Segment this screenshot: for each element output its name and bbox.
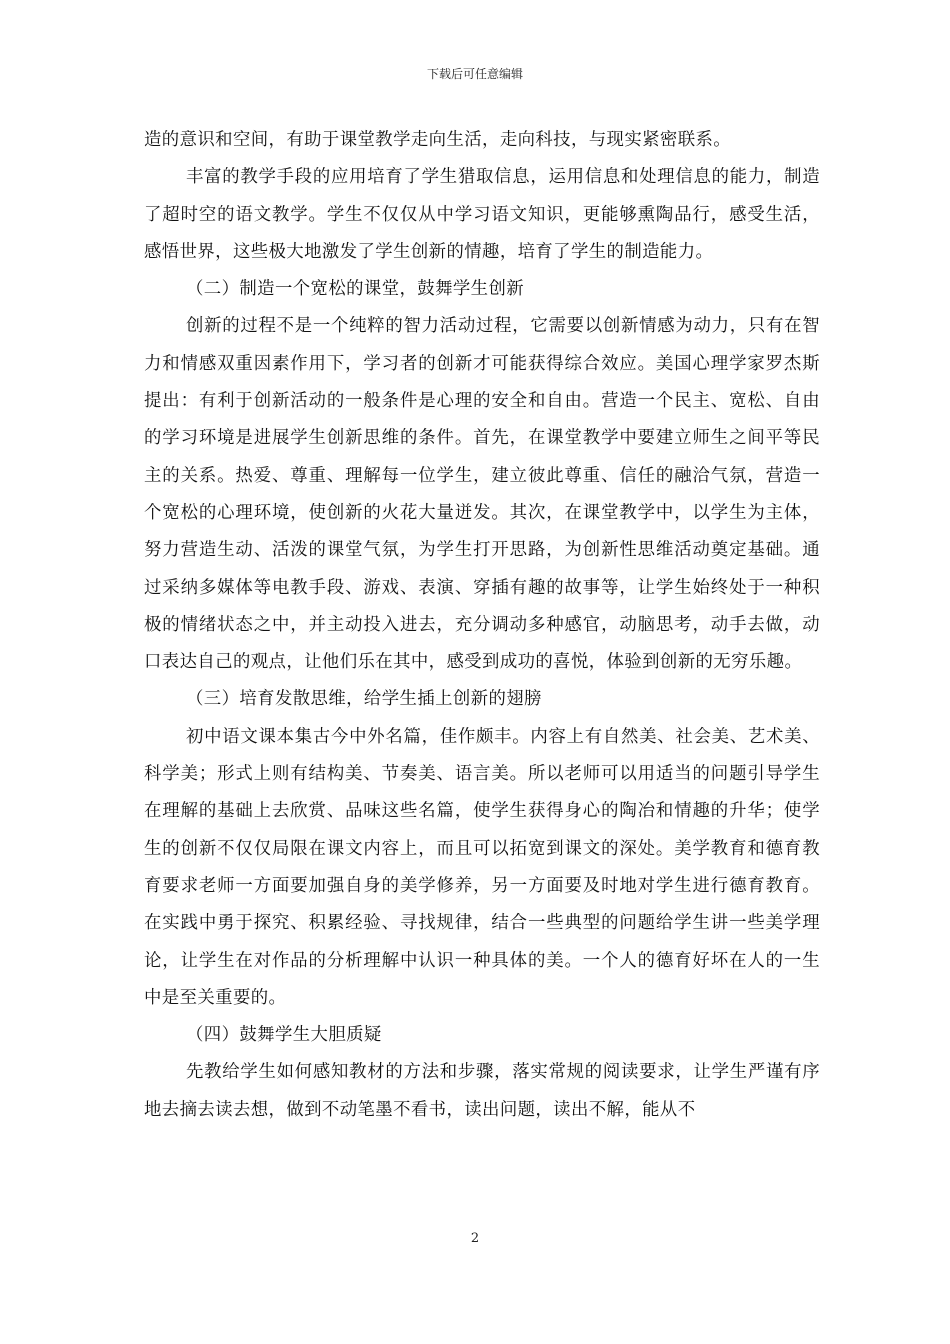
section-heading-3: （三）培育发散思维，给学生插上创新的翅膀 (186, 689, 542, 710)
paragraph-questioning: 先教给学生如何感知教材的方法和步骤，落实常规的阅读要求，让学生严谨有序地去摘去读去想，做到不动笔墨不看书，读出问题，读出不解，能从不 (144, 1062, 820, 1120)
paragraph-relaxed-classroom: 创新的过程不是一个纯粹的智力活动过程，它需要以创新情感为动力，只有在智力和情感双重因素作用下，学习者的创新才可能获得综合效应。美国心理学家罗杰斯提出：有利于创新活动的一般条件是心理的安全和自由。营造一个民主、宽松、自由的学习环境是进展学生创新思维的条件。首先，在课堂教学中要建立师生之间平等民主的关系。热爱、尊重、理解每一位学生，建立彼此尊重、信任的融洽气氛，营造一个宽松的心理环境，使创新的火花大量迸发。其次，在课堂教学中，以学生为主体，努力营造生动、活泼的课堂气氛，为学生打开思路，为创新性思维活动奠定基础。通过采纳多媒体等电教手段、游戏、表演、穿插有趣的故事等，让学生始终处于一种积极的情绪状态之中，并主动投入进去，充分调动多种感官，动脑思考，动手去做，动口表达自己的观点，让他们乐在其中，感受到成功的喜悦，体验到创新的无穷乐趣。 (144, 316, 820, 673)
document-body (144, 122, 820, 1129)
paragraph-teaching-methods: 丰富的教学手段的应用培育了学生猎取信息，运用信息和处理信息的能力，制造了超时空的语文教学。学生不仅仅从中学习语文知识，更能够熏陶品行，感受生活，感悟世界，这些极大地激发了学生创新的情趣，培育了学生的制造能力。 (144, 167, 820, 262)
paragraph-continuation: 造的意识和空间，有助于课堂教学走向生活，走向科技，与现实紧密联系。 (144, 130, 732, 150)
section-heading-4: （四）鼓舞学生大胆质疑 (186, 1025, 382, 1046)
page-header: 下载后可任意编辑 (426, 67, 523, 81)
page-number: 2 (470, 1231, 480, 1246)
paragraph-divergent-thinking: 初中语文课本集古今中外名篇，佳作颇丰。内容上有自然美、社会美、艺术美、科学美；形式上则有结构美、节奏美、语言美。所以老师可以用适当的问题引导学生在理解的基础上去欣赏、品味这些名篇，使学生获得身心的陶冶和情趣的升华；使学生的创新不仅仅局限在课文内容上，而且可以拓宽到课文的深处。美学教育和德育教育要求老师一方面要加强自身的美学修养，另一方面要及时地对学生进行德育教育。在实践中勇于探究、积累经验、寻找规律，结合一些典型的问题给学生讲一些美学理论，让学生在对作品的分析理解中认识一种具体的美。一个人的德育好坏在人的一生中是至关重要的。 (144, 726, 820, 1008)
section-heading-2: （二）制造一个宽松的课堂，鼓舞学生创新 (186, 279, 525, 300)
